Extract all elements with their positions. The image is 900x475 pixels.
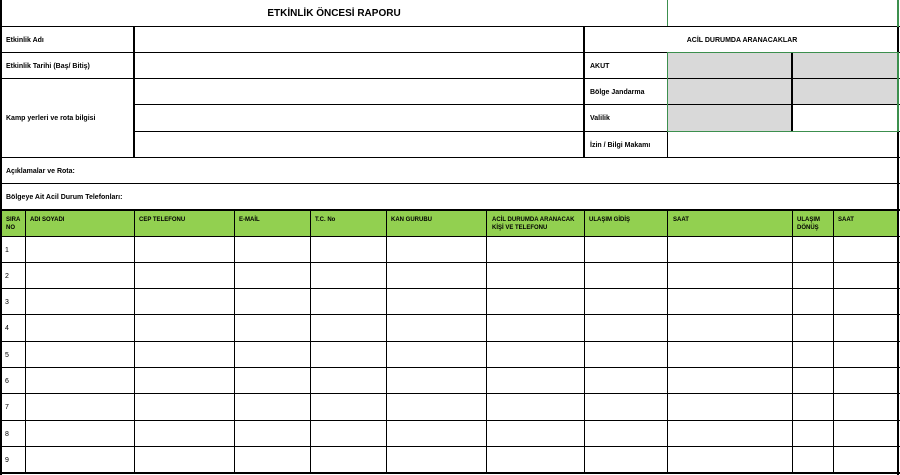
col-header-tc-no: T.C. No (310, 210, 386, 236)
grid-line (0, 262, 900, 263)
grid-line (0, 236, 900, 237)
grid-line (0, 341, 900, 342)
grid-line (792, 210, 793, 474)
grid-line (386, 210, 387, 474)
contact-valilik-label: Valilik (590, 115, 610, 122)
grid-line (0, 446, 900, 447)
contact-jandarma-field-1[interactable] (668, 79, 792, 105)
grid-line (310, 210, 311, 474)
grid-line (0, 314, 900, 315)
event-name-label: Etkinlik Adı (6, 36, 44, 44)
grid-line (0, 209, 900, 211)
event-name-field[interactable] (134, 27, 584, 53)
contact-jandarma-field-2[interactable] (792, 79, 898, 105)
grid-line (0, 183, 900, 184)
camp-route-field-1[interactable] (134, 79, 584, 105)
selection-border (667, 131, 899, 132)
camp-route-field-3[interactable] (134, 132, 584, 158)
row-number: 3 (5, 298, 9, 306)
col-header-email: E-MAİL (234, 210, 310, 236)
grid-line (0, 157, 900, 158)
grid-line (0, 288, 900, 289)
row-number: 8 (5, 430, 9, 438)
col-header-ulasim-gidis: ULAŞIM GİDİŞ (584, 210, 668, 236)
grid-line (833, 210, 834, 474)
row-number: 7 (5, 404, 9, 411)
col-header-ulasim-donus: ULAŞIM DÖNÜŞ (792, 210, 833, 236)
contact-permit-field[interactable] (668, 132, 898, 158)
grid-line (25, 210, 26, 474)
grid-line (0, 0, 2, 475)
grid-line (0, 393, 900, 394)
col-header-saat-1: SAAT (668, 210, 792, 236)
grid-line (0, 78, 900, 79)
row-number: 1 (5, 246, 9, 254)
grid-line (0, 26, 900, 27)
grid-line (134, 210, 135, 474)
report-title: ETKİNLİK ÖNCESİ RAPORU (267, 8, 401, 19)
selection-border (667, 52, 899, 53)
emergency-header: ACİL DURUMDA ARANACAKLAR (686, 36, 798, 44)
col-header-saat-2: SAAT (833, 210, 899, 236)
grid-line (584, 210, 585, 474)
col-header-sira-no: SIRA NO (1, 210, 25, 236)
row-number: 9 (5, 456, 9, 464)
row-number: 2 (5, 272, 9, 280)
contact-permit-label: İzin / Bilgi Makamı (590, 141, 651, 149)
camp-route-label: Kamp yerleri ve rota bilgisi (6, 115, 96, 122)
col-header-adi-soyadi: ADI SOYADI (25, 210, 134, 236)
row-number: 6 (5, 377, 9, 385)
row-number: 5 (5, 351, 9, 359)
grid-line (234, 210, 235, 474)
regional-phones-label: Bölgeye Ait Acil Durum Telefonları: (6, 193, 123, 201)
grid-line (0, 367, 900, 368)
grid-line (134, 104, 900, 105)
event-dates-label: Etkinlik Tarihi (Baş/ Bitiş) (6, 62, 90, 70)
col-header-acil-kisi: ACİL DURUMDA ARANACAK KİŞİ VE TELEFONU (487, 210, 584, 236)
grid-line (583, 26, 585, 158)
col-header-cep-telefonu: CEP TELEFONU (134, 210, 234, 236)
contact-akut-field-2[interactable] (792, 53, 898, 79)
grid-line (0, 472, 900, 474)
contact-valilik-field-1[interactable] (668, 105, 792, 132)
col-header-kan-gurubu: KAN GURUBU (386, 210, 487, 236)
grid-line (667, 210, 668, 474)
selection-border (667, 0, 668, 26)
contact-valilik-field-2[interactable] (792, 105, 898, 132)
camp-route-field-2[interactable] (134, 105, 584, 132)
row-number: 4 (5, 325, 9, 332)
selection-border (897, 52, 899, 132)
contact-akut-field-1[interactable] (668, 53, 792, 79)
contact-akut-label: AKUT (590, 62, 610, 70)
selection-border (667, 52, 668, 132)
grid-line (486, 210, 487, 474)
grid-line (133, 26, 135, 158)
notes-route-label: Açıklamalar ve Rota: (6, 167, 75, 175)
selection-border (897, 0, 899, 27)
grid-line (791, 52, 793, 132)
grid-line (0, 420, 900, 421)
event-dates-field[interactable] (134, 53, 584, 79)
contact-jandarma-label: Bölge Jandarma (590, 88, 645, 96)
